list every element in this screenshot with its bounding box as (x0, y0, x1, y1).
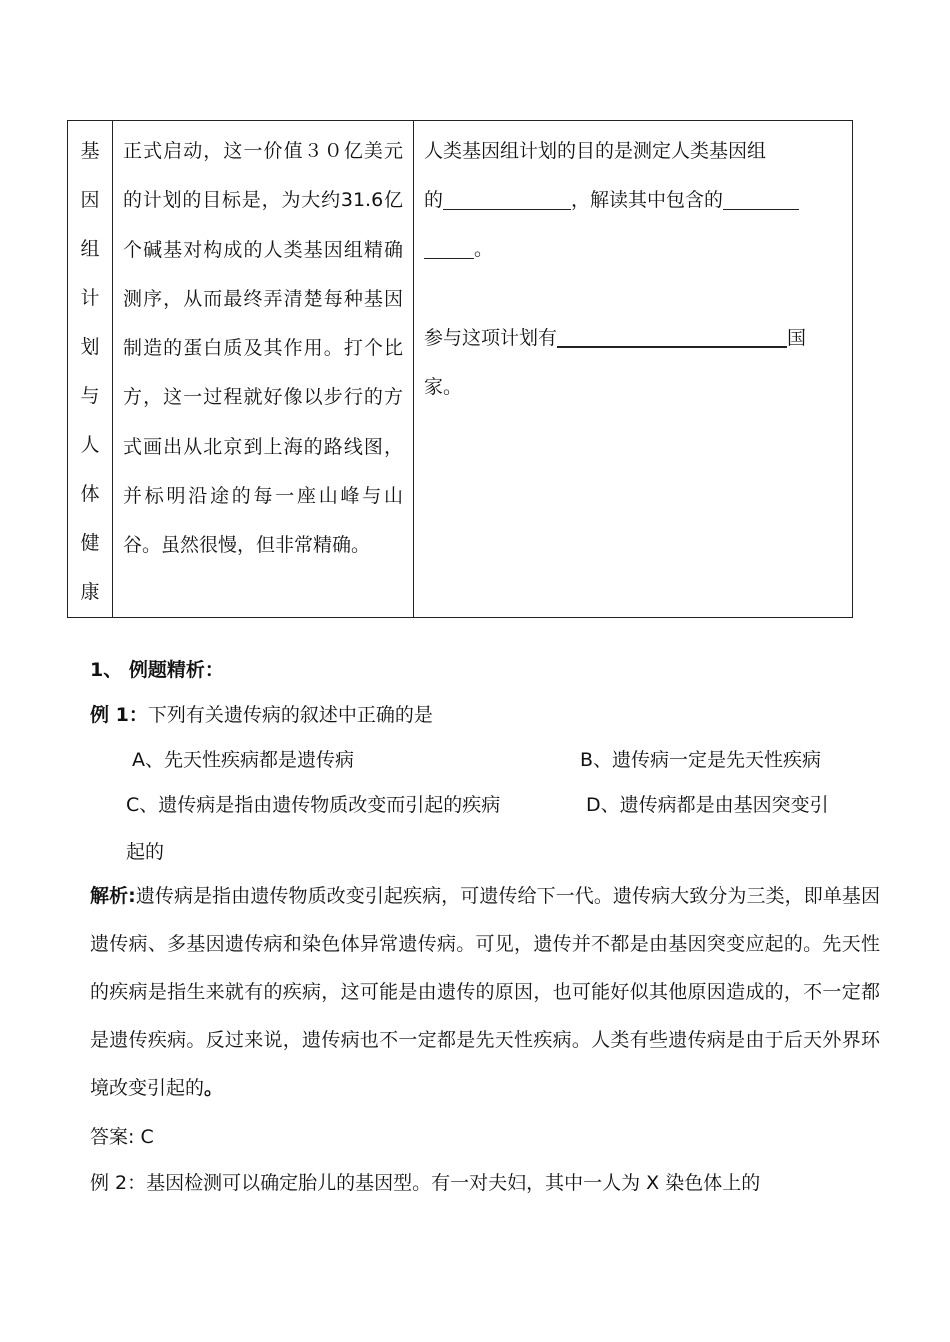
topic-char: 计 (80, 287, 100, 309)
example1-question (90, 700, 870, 727)
question-block-2 (414, 314, 852, 412)
analysis-text: 遗传病是指由遗传物质改变引起疾病，可遗传给下一代。遗传病大致分为三类，即单基因遗传病、多基因遗传病和染色体异常遗传病。可见，遗传并不都是由基因突变应起的。先天性的疾病是指生来就有的疾病，这可能是由遗传的原因，也可能好似其他原因造成的，不一定都是遗传疾病。反过来说，遗传病也不一定都是先天性疾病。人类有些遗传病是由于后天外界环境改变引起的 (90, 885, 880, 1099)
topic-vertical-text (68, 121, 112, 617)
q1-mid: ，解读其中包含的 (571, 189, 724, 211)
answer-label: 答案: (90, 1126, 141, 1148)
q2-suffix: 国 (787, 327, 807, 349)
answer-value: C (140, 1126, 154, 1148)
analysis-paragraph (90, 872, 880, 1112)
q2-line1 (424, 314, 842, 363)
analysis-end: 。 (204, 1077, 224, 1099)
topic-char: 划 (80, 336, 100, 358)
example1-question-text: 下列有关遗传病的叙述中正确的是 (147, 704, 433, 726)
fill-blank-2-cont[interactable] (424, 236, 474, 259)
content-table (67, 120, 853, 618)
q2-line2: 家。 (424, 376, 463, 398)
q1-line3 (424, 225, 842, 274)
question-cell (414, 121, 853, 618)
topic-char: 组 (80, 238, 100, 260)
description-cell (113, 121, 414, 618)
option-a: A、先天性疾病都是遗传病 (132, 749, 354, 771)
answer-line (90, 1122, 870, 1149)
option-c: C、遗传病是指由遗传物质改变而引起的疾病 (126, 794, 501, 816)
q1-prefix: 的 (424, 189, 444, 211)
option-d: D、遗传病都是由基因突变引 (586, 794, 829, 816)
topic-char: 康 (80, 581, 100, 603)
topic-cell (68, 121, 113, 618)
example2-text: 例 2：基因检测可以确定胎儿的基因型。有一对夫妇，其中一人为 X 染色体上的 (90, 1172, 761, 1194)
q1-line2 (424, 176, 842, 225)
description-text: 正式启动，这一价值３０亿美元的计划的目标是，为大约31.6亿个碱基对构成的人类基因组精确测序，从而最终弄清楚每种基因制造的蛋白质及其作用。打个比方，这一过程就好像以步行的方式画出从北京到上海的路线图，并标明沿途的每一座山峰与山谷。虽然很慢，但非常精确。 (123, 140, 403, 557)
topic-char: 因 (80, 189, 100, 211)
section-title: 1、 例题精析： (90, 659, 224, 681)
topic-char: 基 (80, 140, 100, 162)
option-b: B、遗传病一定是先天性疾病 (580, 749, 822, 771)
topic-char: 健 (80, 532, 100, 554)
q1-end: 。 (474, 238, 494, 260)
fill-blank-3[interactable] (557, 324, 787, 348)
q2-prefix: 参与这项计划有 (424, 327, 558, 349)
q1-line1: 人类基因组计划的目的是测定人类基因组 (424, 140, 767, 162)
option-d-continued: 起的 (126, 841, 165, 863)
topic-char: 体 (80, 483, 100, 505)
topic-char: 与 (80, 385, 100, 407)
topic-char: 人 (80, 434, 100, 456)
fill-blank-2[interactable] (723, 187, 799, 210)
question-block-1 (414, 121, 852, 274)
analysis-label: 解析: (90, 885, 136, 907)
example1-label: 例 1： (90, 704, 148, 726)
fill-blank-1[interactable] (443, 187, 571, 210)
